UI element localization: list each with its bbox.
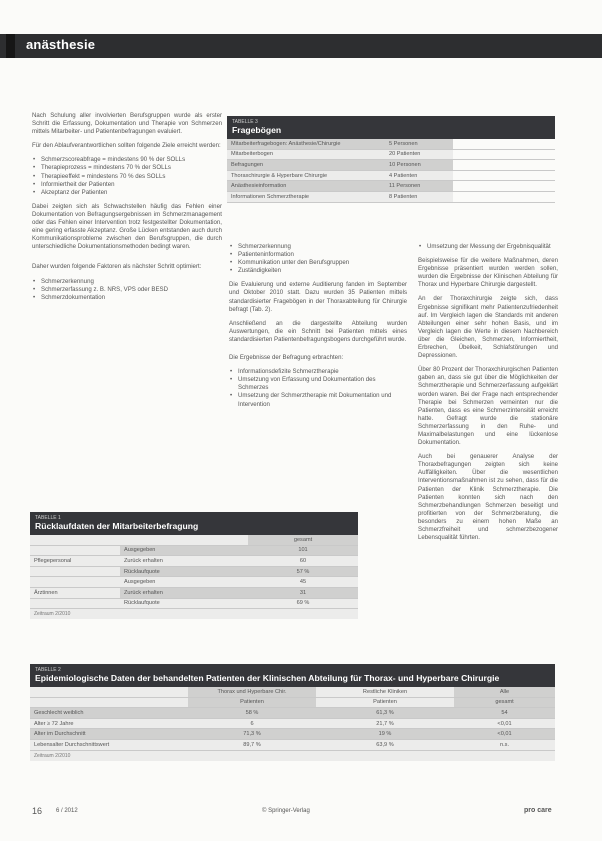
- table-cell: Alter ≥ 72 Jahre: [30, 718, 188, 729]
- group-label: Pflegepersonal: [30, 556, 120, 567]
- table-cell: 19 %: [316, 729, 454, 740]
- table-header-row: [30, 535, 358, 545]
- table-cell: n.s.: [454, 739, 555, 750]
- table-cell: 101: [248, 545, 358, 556]
- table-cell: Ausgegeben: [120, 577, 248, 588]
- table-row: [227, 181, 555, 192]
- group-label: Ärztinnen: [30, 587, 120, 598]
- list-item: • Patienteninformation: [229, 251, 407, 259]
- table-cell: 89,7 %: [188, 739, 316, 750]
- results-list: [229, 368, 407, 408]
- table-cell: <0,01: [454, 718, 555, 729]
- table-cell: 69 %: [248, 598, 358, 609]
- table-title: Rücklaufdaten der Mitarbeiterbefragung: [35, 521, 199, 531]
- next-steps-list: [32, 278, 222, 302]
- data-table: [30, 535, 358, 609]
- table-cell: Ausgegeben: [120, 545, 248, 556]
- table-row: [30, 556, 358, 567]
- list-item: • Informiertheit der Patienten: [32, 181, 222, 189]
- list-item: • Zuständigkeiten: [229, 267, 407, 275]
- table-cell: Lebensalter Durchschnittswert: [30, 739, 188, 750]
- table-row: [227, 160, 555, 171]
- table-epidemiology: [30, 664, 555, 761]
- table-subheader-row: [30, 697, 555, 708]
- table-header: [227, 116, 555, 139]
- table-cell: Mitarbeiterfragebogen: Anästhesie/Chirurgie: [227, 139, 385, 149]
- table-row: [30, 587, 358, 598]
- paragraph: Daher wurden folgende Faktoren als nächster Schritt optimiert:: [32, 263, 202, 271]
- list-item: • Akzeptanz der Patienten: [32, 189, 222, 197]
- list-item: • Umsetzung von Erfassung und Dokumentation des Schmerzes: [229, 376, 407, 392]
- paragraph: Dabei zeigten sich als Schwachstellen häufig das Fehlen einer Dokumentation von Befragungsergebnissen im Schmerzmanagement oder das Fehlen einer Intervention trotz festgestellter Dokumentation, eine gering erfasste Akzeptanz. Große Lücken entstanden auch durch Kommunikationsprobleme zwischen den Berufsgruppen, die durch unterschiedliche Dokumentationsmethoden bedingt waren.: [32, 202, 222, 251]
- article-column-3: [418, 243, 558, 548]
- list-item: • Schmerzerkennung: [32, 278, 222, 286]
- paragraph: An der Thoraxchirurgie zeigte sich, dass Ergebnisse signifikant mehr Patientenzufriedenheit auf. Im Vergleich lagen die Standards mit anderen Abteilungen einer sehr hohen Basis, und im Vergleich lagen die Werte in diesem Nachbereich über die Gleichen, Schmerzen, Informiertheit, Erbrechen, Übelkeit, Schlafstörungen und Depressionen.: [418, 295, 558, 360]
- table-cell: 31: [248, 587, 358, 598]
- table-cell: 45: [248, 577, 358, 588]
- table-cell: 10 Personen: [385, 160, 453, 171]
- table-row: [30, 729, 555, 740]
- table-cell: 8 Patienten: [385, 191, 453, 202]
- table-cell: Mitarbeiterbogen: [227, 149, 385, 160]
- table-cell: 4 Patienten: [385, 170, 453, 181]
- table-row: [30, 598, 358, 609]
- table-cell: 5 Personen: [385, 139, 453, 149]
- table-header: [30, 512, 358, 535]
- publisher-label: © Springer-Verlag: [262, 808, 310, 814]
- optimized-factors-list: [229, 243, 407, 275]
- section-title: anästhesie: [26, 37, 96, 52]
- paragraph: Für den Ablaufverantwortlichen sollten folgende Ziele erreicht werden:: [32, 142, 221, 150]
- table-cell: <0,01: [454, 729, 555, 740]
- paragraph: Die Evaluierung und externe Auditierung fanden im September und Oktober 2010 statt. Dazu wurden 35 Patienten mittels standardisierter Fragebögen in der Thoraxabteilung für Chirurgie befragt (Tab. 2).: [229, 281, 407, 313]
- column-subheader: gesamt: [454, 697, 555, 708]
- paragraph: Die Ergebnisse der Befragung erbrachten:: [229, 354, 344, 362]
- list-item: • Kommunikation unter den Berufsgruppen: [229, 259, 407, 267]
- table-cell: Geschlecht weiblich: [30, 708, 188, 719]
- table-footnote: Zeitraum 2/2010: [30, 609, 358, 619]
- table-questionnaires: [227, 116, 555, 203]
- table-cell: 71,3 %: [188, 729, 316, 740]
- table-cell: 20 Patienten: [385, 149, 453, 160]
- table-row: [30, 739, 555, 750]
- table-cell: 54: [454, 708, 555, 719]
- list: [418, 243, 558, 251]
- table-header-row: [30, 687, 555, 697]
- table-cell: 6: [188, 718, 316, 729]
- list-item: • Umsetzung der Schmerztherapie mit Dokumentation und Intervention: [229, 392, 407, 408]
- table-cell: 57 %: [248, 566, 358, 577]
- list-item: • Schmerzerfassung z. B. NRS, VPS oder BESD: [32, 286, 222, 294]
- table-row: [227, 170, 555, 181]
- section-header-bar: [0, 34, 602, 58]
- paragraph: Auch bei genauerer Analyse der Thoraxbefragungen zeigten sich keine Auffälligkeiten. Über die wesentlichen Interventionsmaßnahmen ist zu sehen, dass für die Patienten der Klinik Schmerztherapie. Die Patienten konnten sich nach den Schmerzbehandlungen Schmerzen beseitigt und profitierten von der Schmerzberatung, die besonders zu einem hohen Maße an Schmerzfreiheit und schmerzbezogener Lebensqualität führten.: [418, 453, 558, 542]
- table-cell: 60: [248, 556, 358, 567]
- table-row: [30, 708, 555, 719]
- table-return-data: [30, 512, 358, 619]
- column-group-header: Thorax und Hyperbare Chir.: [188, 687, 316, 697]
- table-cell: Rücklaufquote: [120, 598, 248, 609]
- paragraph: Anschließend an die dargestellte Abteilung wurden Auswertungen, die ein Schnitt bei Patienten mittels eines standardisierten Patientenbefragungsbogens durchgeführt wurde.: [229, 319, 407, 343]
- table-title: Fragebögen: [232, 125, 282, 135]
- list-item: • Schmerzdokumentation: [32, 294, 222, 302]
- table-row: [227, 149, 555, 160]
- table-cell: Informationen Schmerztherapie: [227, 191, 385, 202]
- table-cell: Rücklaufquote: [120, 566, 248, 577]
- table-row: [30, 545, 358, 556]
- list-item: • Schmerzerkennung: [229, 243, 407, 251]
- list-item: • Therapieeffekt = mindestens 70 % des SOLLs: [32, 173, 222, 181]
- list-item: • Schmerzscoreabfrage = mindestens 90 % der SOLLs: [32, 156, 222, 164]
- column-subheader: Patienten: [316, 697, 454, 708]
- table-cell: Zurück erhalten: [120, 587, 248, 598]
- table-label: TABELLE 2: [35, 667, 61, 673]
- list-item: • Therapieprozess = mindestens 70 % der SOLLs: [32, 164, 222, 172]
- table-label: TABELLE 3: [232, 119, 258, 125]
- paragraph: Über 80 Prozent der Thoraxchirurgischen Patienten gaben an, dass sie gut über die Möglichkeiten der Schmerztherapie und Schmerzerfassung aufgeklärt worden waren. Bei der Frage nach entsprechender Therapie bei Schmerzen verneinten nur die Patienten, dass es eine Schmerzintensität erreicht hatte. Gefragt wurde die stationäre Schmerzerfassung in den Ruhe- und Maximalbelastungen und eine lückenlose Dokumentation.: [418, 366, 558, 447]
- goals-list: [32, 156, 222, 196]
- table-cell: 11 Personen: [385, 181, 453, 192]
- table-cell: Alter im Durchschnitt: [30, 729, 188, 740]
- data-table: [30, 687, 555, 751]
- journal-name: pro care: [524, 807, 552, 814]
- table-cell: 61,3 %: [316, 708, 454, 719]
- table-label: TABELLE 1: [35, 515, 61, 521]
- table-cell: 63,9 %: [316, 739, 454, 750]
- table-cell: Anästhesieinformation: [227, 181, 385, 192]
- table-row: [30, 566, 358, 577]
- column-subheader: Patienten: [188, 697, 316, 708]
- table-cell: 21,7 %: [316, 718, 454, 729]
- data-table: [227, 139, 555, 203]
- column-header: gesamt: [248, 535, 358, 545]
- page-number: 16: [32, 806, 43, 816]
- table-header: [30, 664, 555, 687]
- table-cell: 58 %: [188, 708, 316, 719]
- list-item: • Informationsdefizite Schmerztherapie: [229, 368, 407, 376]
- table-cell: Befragungen: [227, 160, 385, 171]
- column-group-header: Alle: [454, 687, 555, 697]
- table-title: Epidemiologische Daten der behandelten Patienten der Klinischen Abteilung für Thorax- und Hyperbare Chirurgie: [35, 673, 500, 683]
- table-row: [227, 191, 555, 202]
- table-row: [227, 139, 555, 149]
- table-footnote: Zeitraum 2/2010: [30, 751, 555, 761]
- column-group-header: Restliche Kliniken: [316, 687, 454, 697]
- paragraph: Nach Schulung aller involvierten Berufsgruppen wurde als erster Schritt die Erfassung, Dokumentation und Therapie von Schmerzen mittels Mitarbeiter- und Patientenbefragungen evaluiert.: [32, 112, 222, 136]
- table-cell: Zurück erhalten: [120, 556, 248, 567]
- issue-label: 6 / 2012: [56, 808, 78, 814]
- list-item: • Umsetzung der Messung der Ergebnisqualität: [418, 243, 558, 251]
- table-cell: Thoraxchirurgie & Hyperbare Chirurgie: [227, 170, 385, 181]
- table-row: [30, 718, 555, 729]
- table-row: [30, 577, 358, 588]
- article-column-2: [229, 243, 407, 415]
- section-marker: [6, 34, 15, 58]
- paragraph: Beispielsweise für die weitere Maßnahmen, deren Ergebnisse präsentiert wurden werden sollen, wurden die Ergebnisse der Klinischen Abteilung für Thorax und Hyperbare Chirurgie dargestellt.: [418, 257, 558, 289]
- article-column-1: [32, 112, 222, 308]
